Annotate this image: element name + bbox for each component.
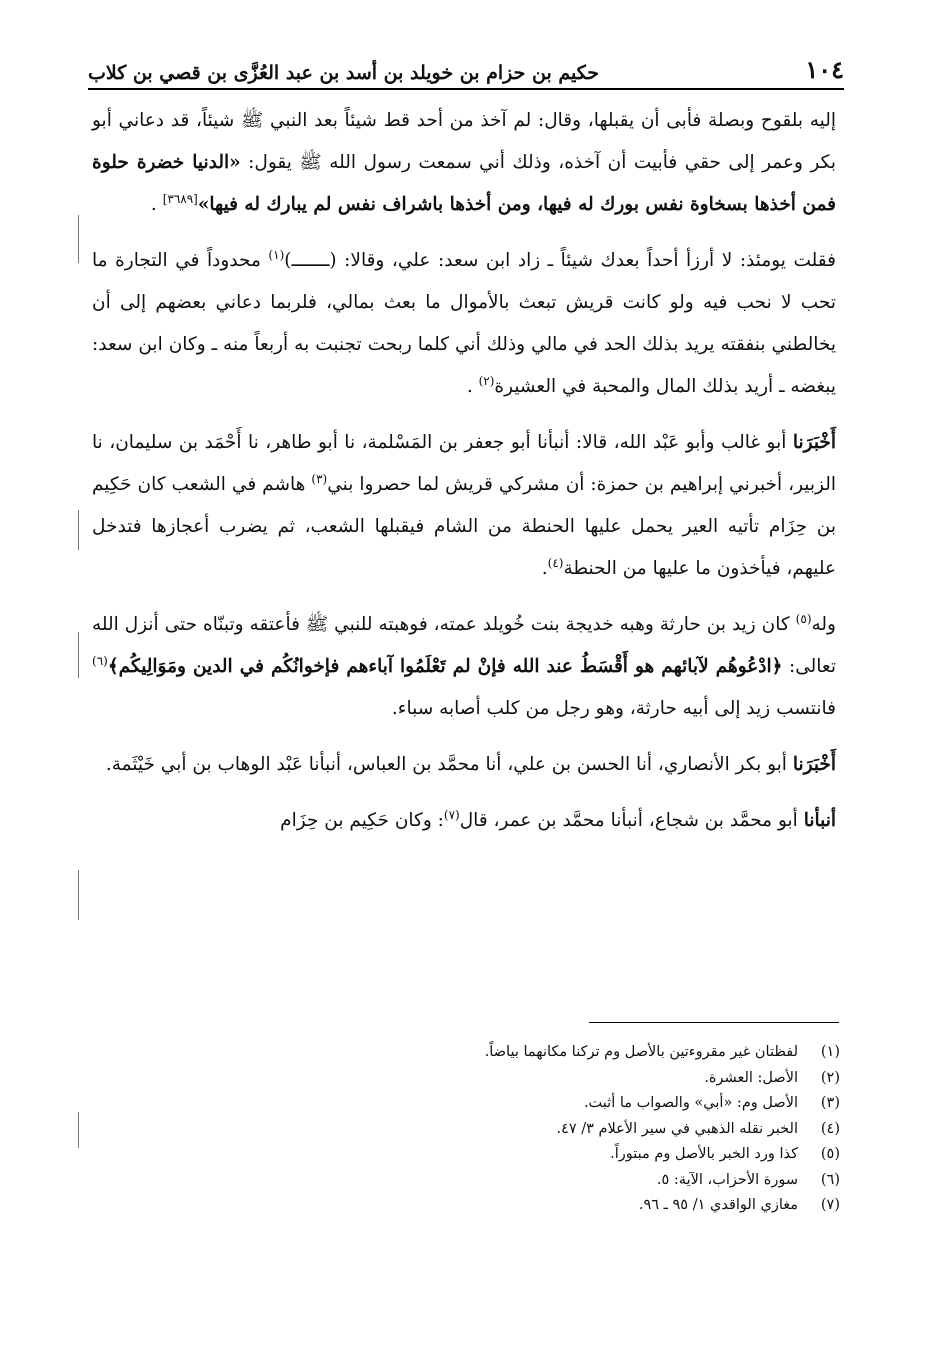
footnote-ref: (٣) xyxy=(311,471,328,486)
footnote-number: (٥) xyxy=(820,1146,840,1162)
text-run: كان زيد بن حارثة وهبه خديجة بنت خُويلد عمته، فوهبته للنبي ﷺ فأعتقه وتبنّاه حتى أنزل الله تعالى: xyxy=(92,614,836,677)
text-run: . xyxy=(150,194,163,215)
paragraph xyxy=(92,800,836,842)
text-run: . xyxy=(466,376,479,397)
margin-mark xyxy=(78,870,79,920)
footnote-item xyxy=(240,1040,840,1066)
quran-verse: ﴿ادْعُوهُم لآبائهم هو أَقْسَطُ عند الله فإنْ لم تَعْلَمُوا آباءهم فإخوانُكُم في الدين ومَوَالِيكُم﴾ xyxy=(107,656,783,677)
header-rule xyxy=(88,88,844,90)
text-run: : وكان حَكِيم بن حِزَام xyxy=(280,810,444,831)
footnote-text: الأصل: العشرة. xyxy=(704,1069,798,1086)
margin-mark xyxy=(78,510,79,550)
isnad-lead: أَخْبَرَنا xyxy=(792,432,836,453)
text-run: وله xyxy=(811,614,836,635)
page-header xyxy=(88,48,844,84)
text-run: أبو بكر الأنصاري، أنا الحسن بن علي، أنا محمَّد بن العباس، أنبأنا عَبْد الوهاب بن أبي خَيْثَمة. xyxy=(105,754,793,775)
hadith-reference: [٣٦٨٩] xyxy=(162,191,198,206)
footnote-text: الأصل وم: «أبي» والصواب ما أثبت. xyxy=(583,1095,798,1111)
margin-mark xyxy=(78,632,79,678)
footnote-ref: (١) xyxy=(268,247,285,262)
paragraph xyxy=(92,100,836,226)
footnote-ref: (٥) xyxy=(795,611,812,626)
paragraph xyxy=(92,604,836,730)
footnote-text: سورة الأحزاب، الآية: ٥. xyxy=(656,1171,798,1188)
footnote-text: الخبر نقله الذهبي في سير الأعلام ٣/ ٤٧. xyxy=(556,1120,798,1137)
footnote-text: لفظتان غير مقروءتين بالأصل وم تركنا مكانهما بياضاً. xyxy=(484,1044,798,1060)
margin-mark xyxy=(78,215,79,263)
main-text xyxy=(92,100,836,856)
margin-mark xyxy=(78,1112,79,1148)
isnad-lead: أنبأنا xyxy=(803,810,836,831)
hadith-quote: «الدنيا خضرة حلوة فمن أخذها بسخاوة نفس بورك له فيها، ومن أخذها باشراف نفس لم يبارك له فيها» xyxy=(92,152,836,215)
isnad-lead: أَخْبَرَنا xyxy=(792,754,836,775)
footnote-number: (٤) xyxy=(820,1120,840,1137)
text-run: هاشم في الشعب كان حَكِيم بن حِزَام تأتيه العير يحمل عليها الحنطة من الشام فيقبلها الشعب، ثم يضرب أعجازها فتدخل عليهم، فيأخذون ما عليها من الحنطة xyxy=(92,474,836,579)
footnote-item xyxy=(240,1091,840,1117)
footnote-ref: (٤) xyxy=(547,555,564,570)
footnote-ref: (٦) xyxy=(92,653,108,668)
text-run: محدوداً في التجارة ما تحب لا نحب فيه ولو كانت قريش تبعث بالأموال ما بعث بمالي، فلربما دعاني بعضهم إلى أن يخالطني بنفقته يريد بذلك الحد في مالي وذلك أني كلما ربحت تجنبت به أربعاً منه ـ وكان ابن سعد: يبغضه ـ أريد بذلك المال والمحبة في العشيرة xyxy=(92,250,836,397)
text-run: . xyxy=(541,558,548,579)
footnote-number: (١) xyxy=(820,1044,840,1060)
text-run: أبو غالب وأبو عَبْد الله، قالا: أنبأنا أبو جعفر بن المَسْلمة، نا أبو طاهر، نا أَحْمَد بن سليمان، نا الزبير، أخبرني إبراهيم بن حمزة: أن مشركي قريش لما حصروا بني xyxy=(92,432,836,495)
text-run: فانتسب زيد إلى أبيه حارثة، وهو رجل من كلب أصابه سباء. xyxy=(391,698,836,719)
footnote-ref: (٧) xyxy=(443,807,460,822)
footnote-number: (٣) xyxy=(820,1095,840,1111)
footnote-item xyxy=(240,1168,840,1194)
paragraph xyxy=(92,240,836,408)
text-run: إليه بلقوح وبصلة فأبى أن يقبلها، وقال: لم آخذ من أحد قط شيئاً بعد النبي ﷺ شيئاً، قد دعاني أبو بكر وعمر إلى حقي فأبيت أن آخذه، وذلك أني سمعت رسول الله ﷺ يقول: xyxy=(92,110,836,173)
footnote-item xyxy=(240,1142,840,1168)
footnote-item xyxy=(240,1066,840,1092)
footnote-number: (٧) xyxy=(820,1197,840,1213)
page-number: ١٠٤ xyxy=(805,55,844,84)
footnote-item xyxy=(240,1117,840,1143)
footnote-ref: (٢) xyxy=(478,373,495,388)
footnote-text: كذا ورد الخبر بالأصل وم مبتوراً. xyxy=(610,1146,798,1162)
text-run: أبو محمَّد بن شجاع، أنبأنا محمَّد بن عمر، قال xyxy=(459,810,804,831)
footnote-item xyxy=(240,1193,840,1219)
footnotes xyxy=(240,1040,840,1219)
paragraph xyxy=(92,744,836,786)
text-run: فقلت يومئذ: لا أرزأ أحداً بعدك شيئاً ـ زاد ابن سعد: علي، وقالا: (ـــــــ) xyxy=(284,250,836,271)
footnote-number: (٦) xyxy=(820,1171,840,1188)
footnote-number: (٢) xyxy=(820,1069,840,1086)
running-title: حكيم بن حزام بن خويلد بن أسد بن عبد العُزَّى بن قصي بن كلاب xyxy=(88,62,599,84)
footnote-rule xyxy=(589,1022,839,1023)
paragraph xyxy=(92,422,836,590)
footnote-text: مغازي الواقدي ١/ ٩٥ ـ ٩٦. xyxy=(638,1197,798,1213)
